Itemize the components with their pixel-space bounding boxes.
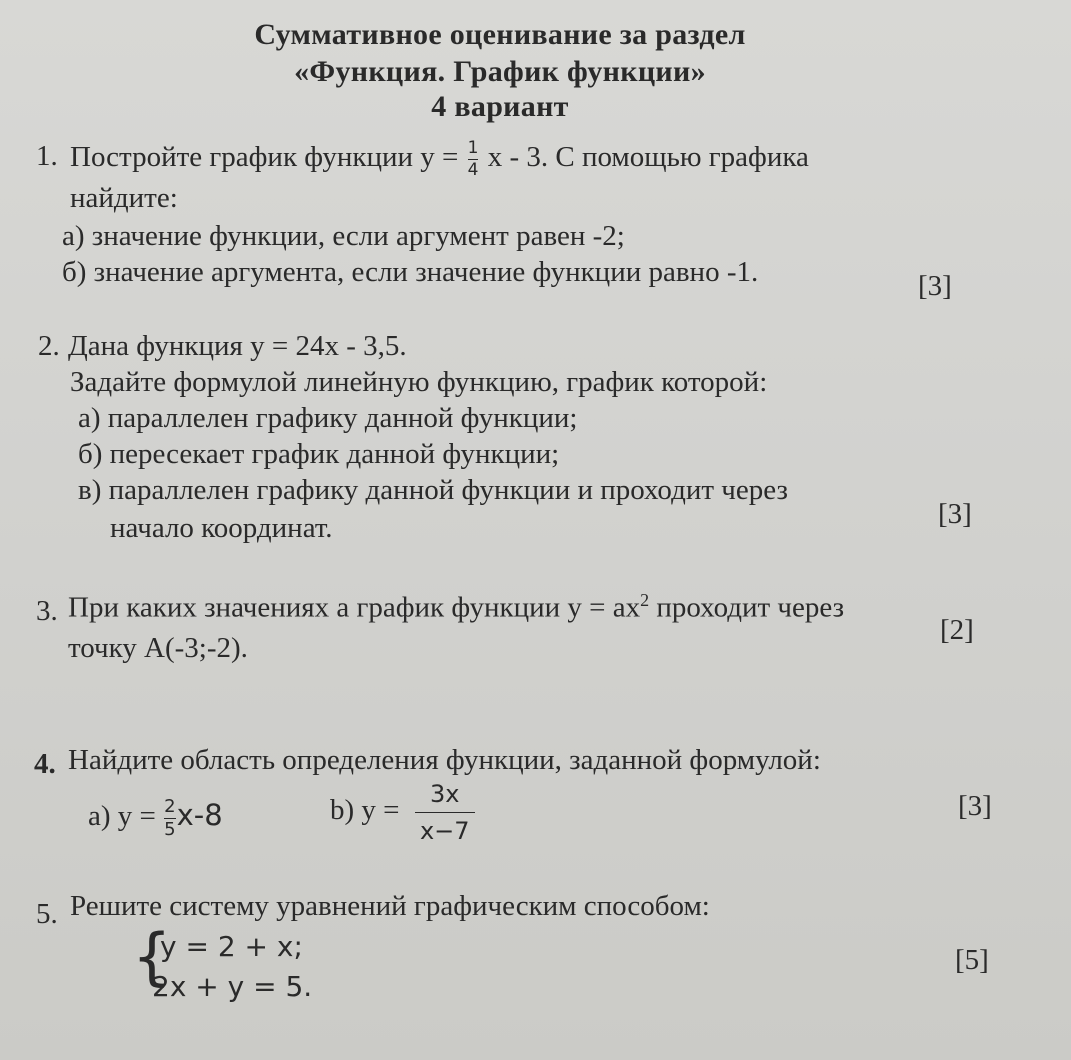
question-3-line-2: точку A(-3;-2).: [68, 632, 248, 664]
q1-text-before: Постройте график функции y =: [70, 141, 459, 174]
question-1-line-2: найдите:: [70, 182, 178, 214]
q1-text-after: x - 3. С помощью графика: [487, 141, 809, 174]
question-2-score: [3]: [938, 498, 972, 530]
fraction-bar: [415, 812, 475, 813]
question-2-part-a: а) параллелен графику данной функции;: [78, 402, 578, 434]
q4-b-num: 3x: [430, 780, 460, 808]
question-number: 4.: [34, 748, 56, 780]
q1-fraction: [468, 140, 479, 179]
question-2-part-c: в) параллелен графику данной функции и проходит через: [78, 474, 788, 506]
q1-frac-num: 1: [467, 138, 479, 158]
question-2-part-c-cont: начало координат.: [110, 512, 333, 544]
system-brace-icon: {: [132, 920, 172, 993]
q4-a-fraction: [164, 798, 175, 839]
question-2-line-1: Дана функция y = 24x - 3,5.: [68, 330, 407, 362]
question-3-line-1: [68, 590, 844, 625]
title-line-1: Суммативное оценивание за раздел: [254, 18, 746, 51]
q4-b-fraction: [415, 782, 475, 843]
question-4-part-a: [88, 798, 223, 839]
question-3-score: [2]: [940, 614, 974, 646]
question-5-score: [5]: [955, 944, 989, 976]
q4-b-den: x−7: [419, 817, 470, 845]
q1-frac-den: 4: [467, 160, 479, 180]
question-1-part-b: б) значение аргумента, если значение функции равно -1.: [62, 256, 759, 288]
q4-a-label: а) y =: [88, 800, 156, 833]
question-number: 1.: [36, 140, 58, 172]
question-2-part-b: б) пересекает график данной функции;: [78, 438, 560, 470]
question-5-line-1: Решите систему уравнений графическим способом:: [70, 890, 710, 922]
question-1-part-a: а) значение функции, если аргумент равен -2;: [62, 220, 625, 252]
question-1-line-1: [70, 140, 809, 179]
q4-a-num: 2: [164, 796, 176, 817]
system-equation-1: y = 2 + x;: [160, 930, 303, 963]
q3-text-after: проходит через: [649, 591, 845, 624]
title-line-2: «Функция. График функции»: [294, 55, 706, 88]
q4-b-label: b) y =: [330, 794, 400, 827]
question-4-part-b: [330, 782, 475, 843]
q4-a-den: 5: [164, 819, 176, 840]
question-4-line-1: Найдите область определения функции, заданной формулой:: [68, 744, 821, 776]
question-number: 3.: [36, 595, 58, 627]
question-number: 5.: [36, 898, 58, 930]
q3-exponent: 2: [640, 590, 650, 610]
question-1-score: [3]: [918, 270, 952, 302]
question-number: 2.: [38, 330, 60, 362]
system-equation-2: 2x + y = 5.: [152, 970, 313, 1003]
question-2-line-2: Задайте формулой линейную функцию, график которой:: [70, 366, 768, 398]
q4-a-after: x-8: [176, 798, 223, 833]
q3-text-before: При каких значениях а график функции y = ax: [68, 591, 641, 624]
question-4-score: [3]: [958, 790, 992, 822]
variant-label: 4 вариант: [431, 90, 569, 123]
